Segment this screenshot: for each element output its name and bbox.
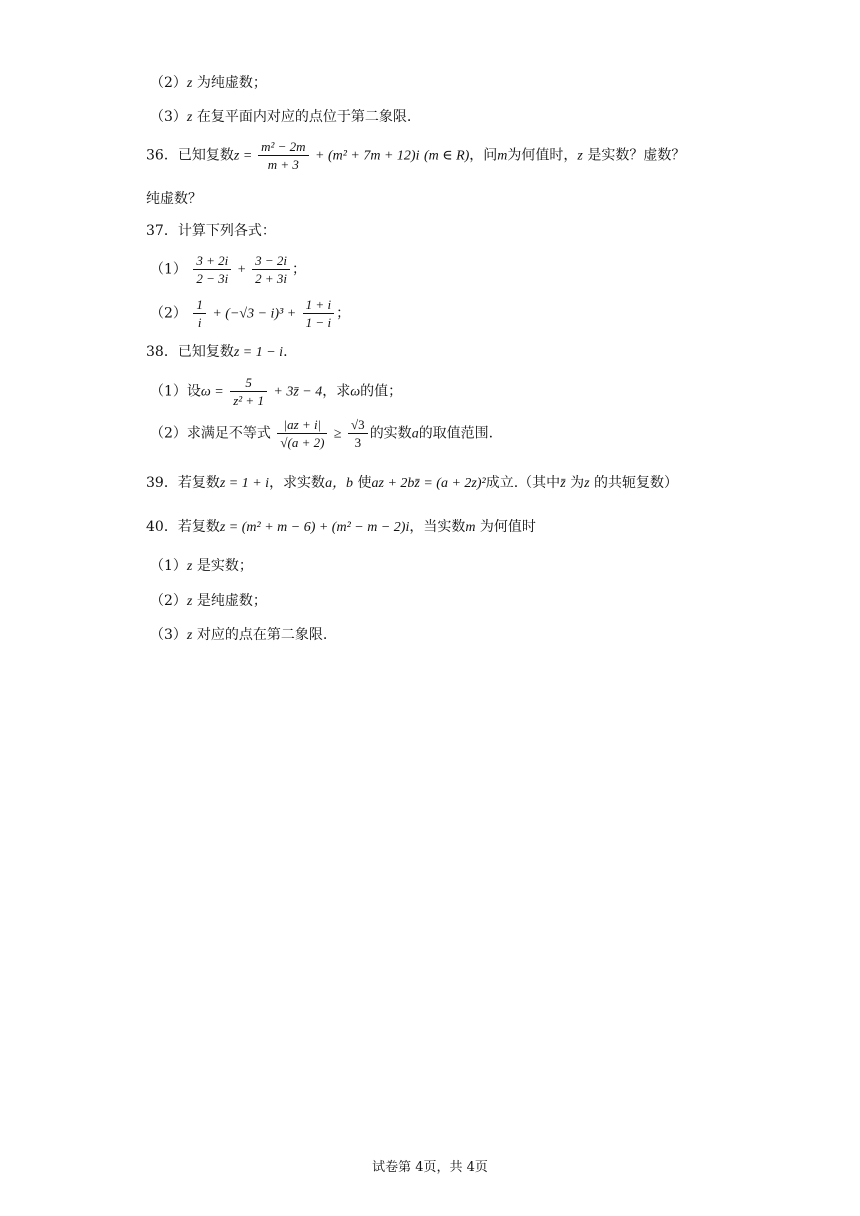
- q40-line: 40．若复数z = (m² + m − 6) + (m² − m − 2)i，当实数m 为何值时: [146, 519, 536, 535]
- q35-part3: （3）z 在复平面内对应的点位于第二象限.: [150, 109, 412, 125]
- q37-part2: （2） $\frac{1}{i}$ + (−√3 − i)³ + $\frac{1 + i}{1 - i}$ ；: [150, 297, 351, 330]
- var-z: z: [186, 110, 193, 125]
- q37-part1: （1） $\frac{3 + 2i}{2 - 3i}$ + $\frac{3 - 2i}{2 + 3i}$ ；: [150, 253, 306, 286]
- q39-line: 39．若复数z = 1 + i，求实数a，b 使az + 2bz̄ = (a + 2z)²成立.（其中z̄ 为z 的共轭复数）: [146, 475, 678, 491]
- var-z: z: [186, 76, 193, 91]
- q36-fraction: $\frac{\text{m² − 2m}}{m + 3}$: [258, 138, 308, 173]
- q38-title: 38．已知复数z = 1 − i.: [146, 344, 288, 360]
- q40-part3: （3）z 对应的点在第二象限.: [150, 627, 328, 643]
- q35-part2: （2）z 为纯虚数；: [150, 75, 267, 91]
- q36-line1: 36．已知复数z = $\frac{\text{m² − 2m}}{m + 3}$ + (m² + 7m + 12)i (m ∈ R)，问m为何值时，z 是实数？虚数？: [146, 139, 686, 172]
- q40-part2: （2）z 是纯虚数；: [150, 593, 267, 609]
- q36-line2: 纯虚数？: [146, 191, 202, 207]
- var-z: z: [233, 148, 240, 164]
- q38-part1: （1）设ω = $\frac{5}{\text{z² + 1}}$ + 3z̄ − 4，求ω的值；: [150, 375, 403, 408]
- q37-title: 37．计算下列各式：: [146, 223, 276, 239]
- q38-part2: （2）求满足不等式 $\frac{|az + i|}{√(a + 2)}$ ≥ $\frac{√3}{3}$ 的实数a的取值范围.: [150, 417, 494, 450]
- page-footer: 试卷第 4页，共 4页: [372, 1160, 488, 1175]
- q40-part1: （1）z 是实数；: [150, 558, 253, 574]
